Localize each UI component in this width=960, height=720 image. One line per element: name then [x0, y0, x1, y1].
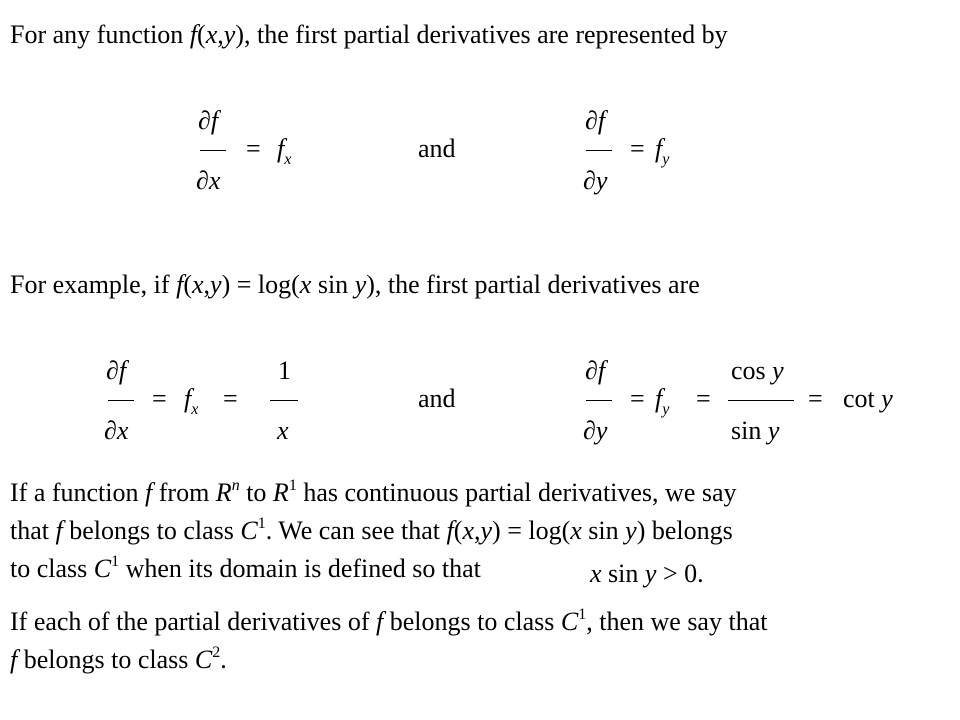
fy-sub-2: y: [662, 401, 670, 418]
example-x: x: [299, 270, 312, 299]
p2l1-one: 1: [578, 606, 587, 623]
fx-sub-2: x: [191, 401, 199, 418]
intro-suffix: , the first partial derivatives are represented by: [243, 20, 728, 49]
p1l2-a: that: [10, 516, 56, 545]
fx-2: [184, 384, 199, 418]
fy-base-1: f: [655, 134, 663, 163]
cond-mid: sin: [601, 559, 645, 588]
p1l1-a: If a function: [10, 478, 146, 507]
fy-1: [655, 134, 670, 168]
p1l2-C: C: [240, 516, 258, 545]
para1-line1: [10, 477, 737, 507]
p1l2-y: y: [625, 516, 637, 545]
p2l2-two: 2: [212, 644, 221, 661]
cond-x: x: [590, 559, 602, 588]
intro-args: (x,y): [197, 20, 244, 49]
fraction-bar-1: [200, 150, 226, 151]
partial-f-numerator-2: ∂f: [585, 106, 606, 135]
partial-f-numerator-1: ∂f: [198, 106, 219, 135]
p1l2-f2: f: [446, 516, 454, 545]
fraction-bar-4: [270, 400, 298, 401]
equals-5: =: [630, 384, 645, 413]
x-denominator: x: [277, 416, 289, 445]
cos-y-numerator: cos y: [731, 356, 784, 385]
example-y: y: [354, 270, 367, 299]
example-line: [10, 272, 700, 298]
p2l2-b: belongs to class: [17, 645, 195, 674]
p1l2-b: belongs to class: [62, 516, 241, 545]
and-2: and: [418, 384, 456, 413]
p1l1-one: 1: [288, 477, 297, 494]
p1l3-C: C: [93, 554, 112, 583]
fy-sub-1: y: [662, 151, 670, 168]
p1l1-c: to: [239, 478, 273, 507]
p1l1-R: R: [215, 478, 232, 507]
partial-x-denominator-2: ∂x: [104, 416, 129, 445]
p1l2-e: sin: [581, 516, 626, 545]
fx-base-1: f: [277, 134, 285, 163]
para2-line1: [10, 606, 768, 636]
partial-y-denominator-1: ∂y: [583, 166, 608, 195]
p1l2-f3: ) belongs: [636, 516, 733, 545]
cond-end: > 0.: [656, 559, 704, 588]
para1-line3: [10, 553, 481, 583]
equals-6: =: [696, 384, 711, 413]
p1l3-b: when its domain is defined so that: [119, 554, 481, 583]
domain-condition: [590, 561, 704, 587]
equals-1: =: [246, 134, 261, 163]
fx-1: [277, 134, 292, 168]
p2l1-f: f: [376, 607, 384, 636]
p1l3-one: 1: [111, 553, 120, 570]
one-numerator: 1: [278, 356, 291, 385]
intro-line: [10, 22, 728, 48]
partial-f-numerator-4: ∂f: [585, 356, 606, 385]
p2l2-C: C: [194, 645, 213, 674]
partial-x-denominator-1: ∂x: [196, 166, 221, 195]
p2l2-c: .: [220, 645, 227, 674]
fx-sub-1: x: [284, 151, 292, 168]
fy-base-2: f: [655, 384, 663, 413]
equals-7: =: [808, 384, 823, 413]
para2-line2: [10, 644, 227, 674]
p1l1-b: from: [152, 478, 216, 507]
p1l1-n: n: [231, 477, 240, 494]
p1l1-R2: R: [272, 478, 289, 507]
example-args: (x,y): [183, 270, 231, 299]
cond-y: y: [644, 559, 657, 588]
equals-4: =: [223, 384, 238, 413]
intro-func: f: [189, 20, 198, 49]
sin-y-denominator: sin y: [731, 416, 780, 445]
example-suffix: ), the first partial derivatives are: [366, 270, 700, 299]
fraction-bar-2: [586, 150, 612, 151]
fraction-bar-5: [586, 400, 612, 401]
example-func: f: [176, 270, 184, 299]
fy-2: [655, 384, 670, 418]
p1l2-d: = log(: [500, 516, 571, 545]
fraction-bar-3: [108, 400, 134, 401]
equals-2: =: [630, 134, 645, 163]
intro-prefix: For any function: [10, 20, 190, 49]
equals-3: =: [152, 384, 167, 413]
and-1: and: [418, 134, 456, 163]
p1l2-one: 1: [257, 515, 266, 532]
fx-base-2: f: [184, 384, 192, 413]
p2l1-C: C: [560, 607, 579, 636]
p1l2-x: x: [570, 516, 582, 545]
p2l1-c: , then we say that: [586, 607, 768, 636]
p1l2-c: . We can see that: [265, 516, 447, 545]
p2l2-f: f: [10, 645, 18, 674]
cot-y: cot y: [843, 384, 893, 413]
p1l3-a: to class: [10, 554, 94, 583]
p1l2-args: (x,y): [453, 516, 501, 545]
para1-line2: [10, 515, 733, 545]
p2l1-b: belongs to class: [383, 607, 561, 636]
example-mid: = log(: [230, 270, 300, 299]
p1l2-f: f: [55, 516, 63, 545]
p2l1-a: If each of the partial derivatives of: [10, 607, 376, 636]
fraction-bar-6: [728, 400, 794, 401]
p1l1-f: f: [145, 478, 153, 507]
example-prefix: For example, if: [10, 270, 177, 299]
example-sin: sin: [311, 270, 355, 299]
p1l1-d: has continuous partial derivatives, we say: [296, 478, 737, 507]
partial-f-numerator-3: ∂f: [106, 356, 127, 385]
partial-y-denominator-2: ∂y: [583, 416, 608, 445]
